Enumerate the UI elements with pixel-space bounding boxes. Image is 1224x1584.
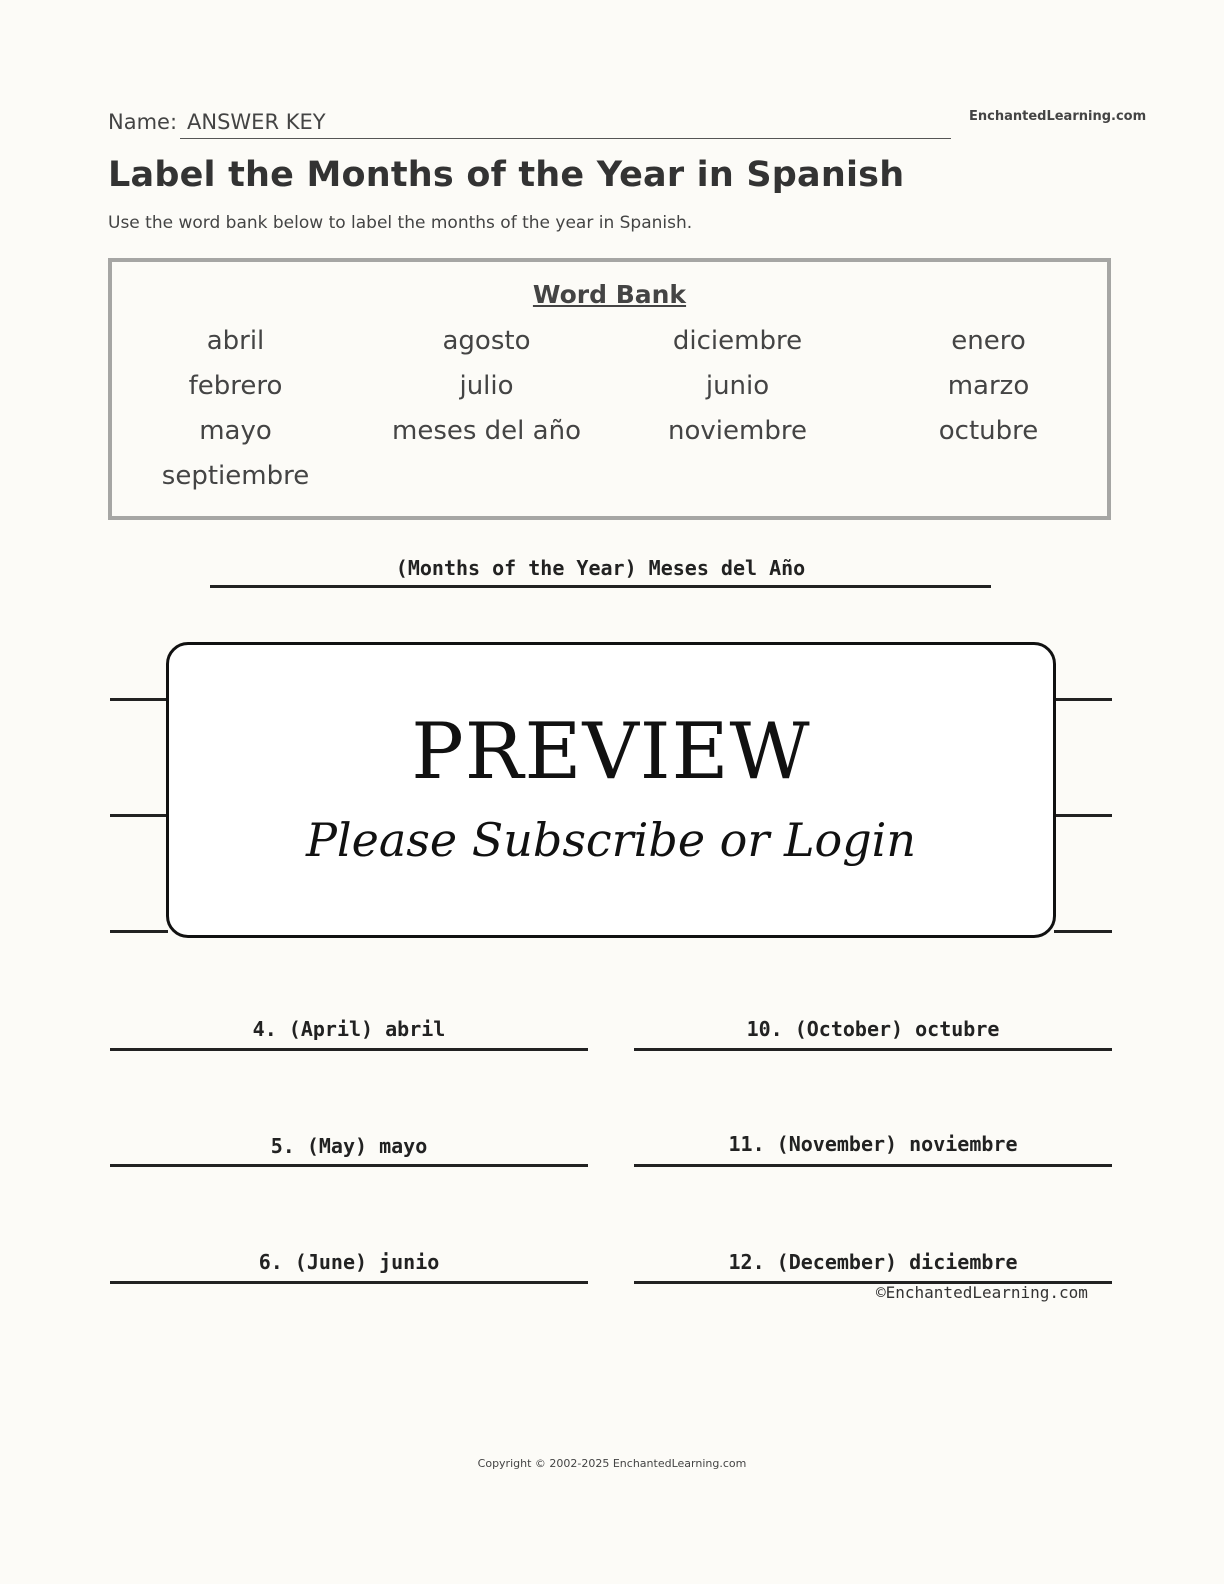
word-bank-word: noviembre — [668, 416, 807, 446]
preview-title: PREVIEW — [411, 707, 811, 797]
footer-copyright: Copyright © 2002-2025 EnchantedLearning.com — [477, 1457, 747, 1470]
label-line-right-2 — [1054, 814, 1112, 817]
name-underline — [180, 138, 951, 139]
word-bank-word: enero — [951, 326, 1026, 356]
label-underline — [110, 1281, 588, 1284]
worksheet-heading: (Months of the Year) Meses del Año — [395, 556, 806, 580]
word-bank-word: julio — [459, 371, 514, 401]
image-copyright: ©EnchantedLearning.com — [876, 1283, 1088, 1302]
month-label: 4. (April) abril — [252, 1017, 446, 1041]
label-underline — [634, 1164, 1112, 1167]
month-label: 11. (November) noviembre — [728, 1132, 1018, 1156]
label-line-left-1 — [110, 698, 168, 701]
label-line-left-3 — [110, 930, 168, 933]
word-bank-word: marzo — [947, 371, 1030, 401]
name-label: Name: — [108, 110, 178, 134]
month-label: 6. (June) junio — [258, 1250, 440, 1274]
label-underline — [110, 1048, 588, 1051]
label-underline — [634, 1048, 1112, 1051]
word-bank-title: Word Bank — [532, 280, 687, 309]
word-bank-word: septiembre — [161, 461, 310, 491]
month-label: 10. (October) octubre — [746, 1017, 1000, 1041]
month-label: 12. (December) diciembre — [728, 1250, 1018, 1274]
site-name: EnchantedLearning.com — [969, 109, 1147, 124]
word-bank-word: diciembre — [672, 326, 803, 356]
label-line-left-2 — [110, 814, 168, 817]
word-bank-word: febrero — [188, 371, 283, 401]
word-bank-word: junio — [705, 371, 770, 401]
word-bank-word: octubre — [938, 416, 1039, 446]
name-value: ANSWER KEY — [187, 110, 326, 134]
page-title: Label the Months of the Year in Spanish — [108, 155, 905, 195]
word-bank-grid — [112, 324, 1115, 504]
label-line-right-1 — [1054, 698, 1112, 701]
word-bank-word: abril — [206, 326, 265, 356]
heading-underline — [210, 585, 991, 588]
word-bank — [108, 258, 1111, 520]
word-bank-word: agosto — [442, 326, 531, 356]
label-underline — [110, 1164, 588, 1167]
preview-subtitle: Please Subscribe or Login — [305, 813, 917, 867]
label-line-right-3 — [1054, 930, 1112, 933]
word-bank-word: meses del año — [392, 416, 581, 446]
word-bank-word: mayo — [199, 416, 272, 446]
month-label: 5. (May) mayo — [270, 1134, 428, 1158]
instructions: Use the word bank below to label the months of the year in Spanish. — [108, 213, 693, 233]
preview-overlay — [166, 642, 1056, 938]
